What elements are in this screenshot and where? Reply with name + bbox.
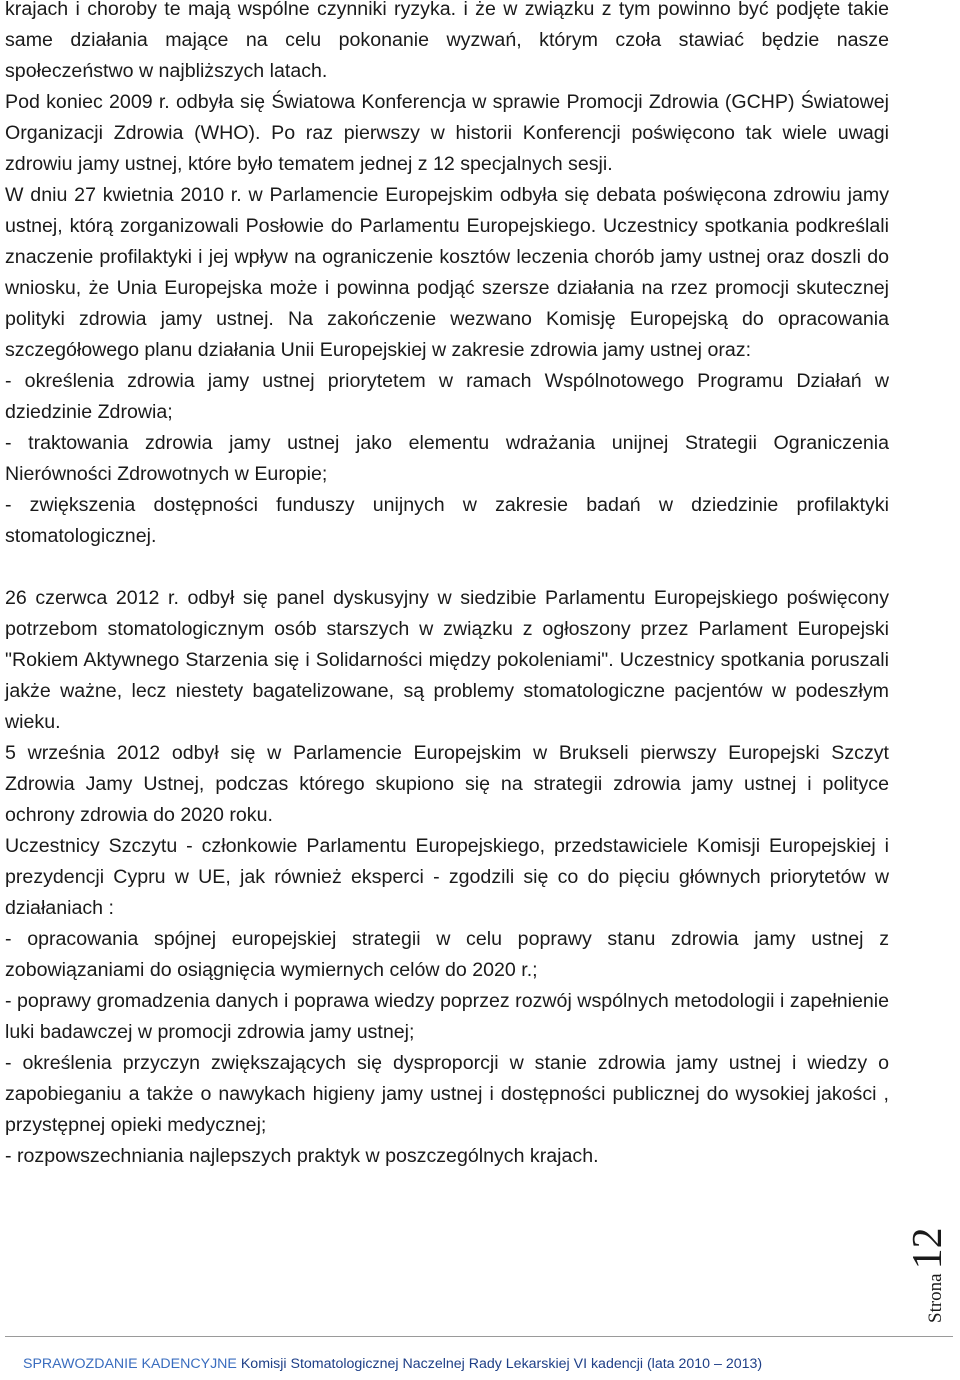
footer-report-title: SPRAWOZDANIE KADENCYJNE — [23, 1356, 237, 1372]
paragraph-panel-2012: 26 czerwca 2012 r. odbył się panel dyskusyjny w siedzibie Parlamentu Europejskiego poświęcony potrzebom stomatologicznym osób starszych w związku z ogłoszony przez Parlament Europejski "Rokiem Aktywnego Starzenia się i Solidarności między pokoleniami". Uczestnicy spotkania poruszali jakże ważne, lecz niestety bagatelizowane, są problemy stomatologiczne pacjentów w podeszłym wieku. — [5, 587, 889, 733]
page-label: Strona — [925, 1273, 946, 1323]
paragraph-spacer — [5, 552, 889, 583]
paragraph-summit-2012: 5 września 2012 odbył się w Parlamencie Europejskim w Brukseli pierwszy Europejski Szczyt Zdrowia Jamy Ustnej, podczas którego skupiono się na strategii zdrowia jamy ustnej i polityce ochrony zdrowia do 2020 roku. — [5, 742, 889, 826]
footer-committee-info: Komisji Stomatologicznej Naczelnej Rady Lekarskiej VI kadencji (lata 2010 – 2013) — [236, 1356, 763, 1372]
paragraph-debate-2010: W dniu 27 kwietnia 2010 r. w Parlamencie Europejskim odbyła się debata poświęcona zdrowiu jamy ustnej, którą zorganizowali Posłowie do Parlamentu Europejskiego. Uczestnicy spotkania podkreślali znaczenie profilaktyki i jej wpływ na ograniczenie kosztów leczenia chorób jamy ustnej oraz doszli do wniosku, że Unia Europejska może i powinna podjąć szersze działania na rzez promocji skutecznej polityki zdrowia jamy ustnej. Na zakończenie wezwano Komisję Europejską do opracowania szczegółowego planu działania Unii Europejskiej w zakresie zdrowia jamy ustnej oraz: — [5, 184, 889, 361]
page-number: 12 — [905, 1227, 951, 1270]
list-item-disparities: - określenia przyczyn zwiększających się dysproporcji w stanie zdrowia jamy ustnej i wiedzy o zapobieganiu a także o nawykach higieny jamy ustnej i dostępności publicznej do wysokiej jakości , przystępnej opieki medycznej; — [5, 1052, 889, 1136]
page-number-marker — [893, 1213, 960, 1323]
paragraph-intro-continuation: krajach i choroby te mają wspólne czynniki ryzyka. i że w związku z tym powinno być podjęte takie same działania mające na celu pokonanie wyzwań, którym czoła stawiać będzie nasze społeczeństwo w najbliższych latach. — [5, 0, 889, 82]
list-item-priority-program: - określenia zdrowia jamy ustnej priorytetem w ramach Wspólnotowego Programu Działań w dziedzinie Zdrowia; — [5, 370, 889, 423]
list-item-best-practices: - rozpowszechniania najlepszych praktyk w poszczególnych krajach. — [5, 1145, 599, 1167]
footer-divider — [5, 1336, 953, 1337]
paragraph-summit-participants: Uczestnicy Szczytu - członkowie Parlamentu Europejskiego, przedstawiciele Komisji Europejskiej i prezydencji Cypru w UE, jak również eksperci - zgodzili się co do pięciu głównych priorytetów w działaniach : — [5, 835, 889, 919]
list-item-inequality-strategy: - traktowania zdrowia jamy ustnej jako elementu wdrażania unijnej Strategii Ograniczenia Nierówności Zdrowotnych w Europie; — [5, 432, 889, 485]
list-item-data-collection: - poprawy gromadzenia danych i poprawa wiedzy poprzez rozwój wspólnych metodologii i zapełnienie luki badawczej w promocji zdrowia jamy ustnej; — [5, 990, 889, 1043]
document-body — [5, 0, 889, 1172]
list-item-strategy: - opracowania spójnej europejskiej strategii w celu poprawy stanu zdrowia jamy ustnej z zobowiązaniami do osiągnięcia wymiernych celów do 2020 r.; — [5, 928, 889, 981]
paragraph-gchp-2009: Pod koniec 2009 r. odbyła się Światowa Konferencja w sprawie Promocji Zdrowia (GCHP) Światowej Organizacji Zdrowia (WHO). Po raz pierwszy w historii Konferencji poświęcono tak wiele uwagi zdrowiu jamy ustnej, które było tematem jednej z 12 specjalnych sesji. — [5, 91, 889, 175]
list-item-funding-access: - zwiększenia dostępności funduszy unijnych w zakresie badań w dziedzinie profilaktyki stomatologicznej. — [5, 494, 889, 547]
footer — [23, 1355, 923, 1373]
